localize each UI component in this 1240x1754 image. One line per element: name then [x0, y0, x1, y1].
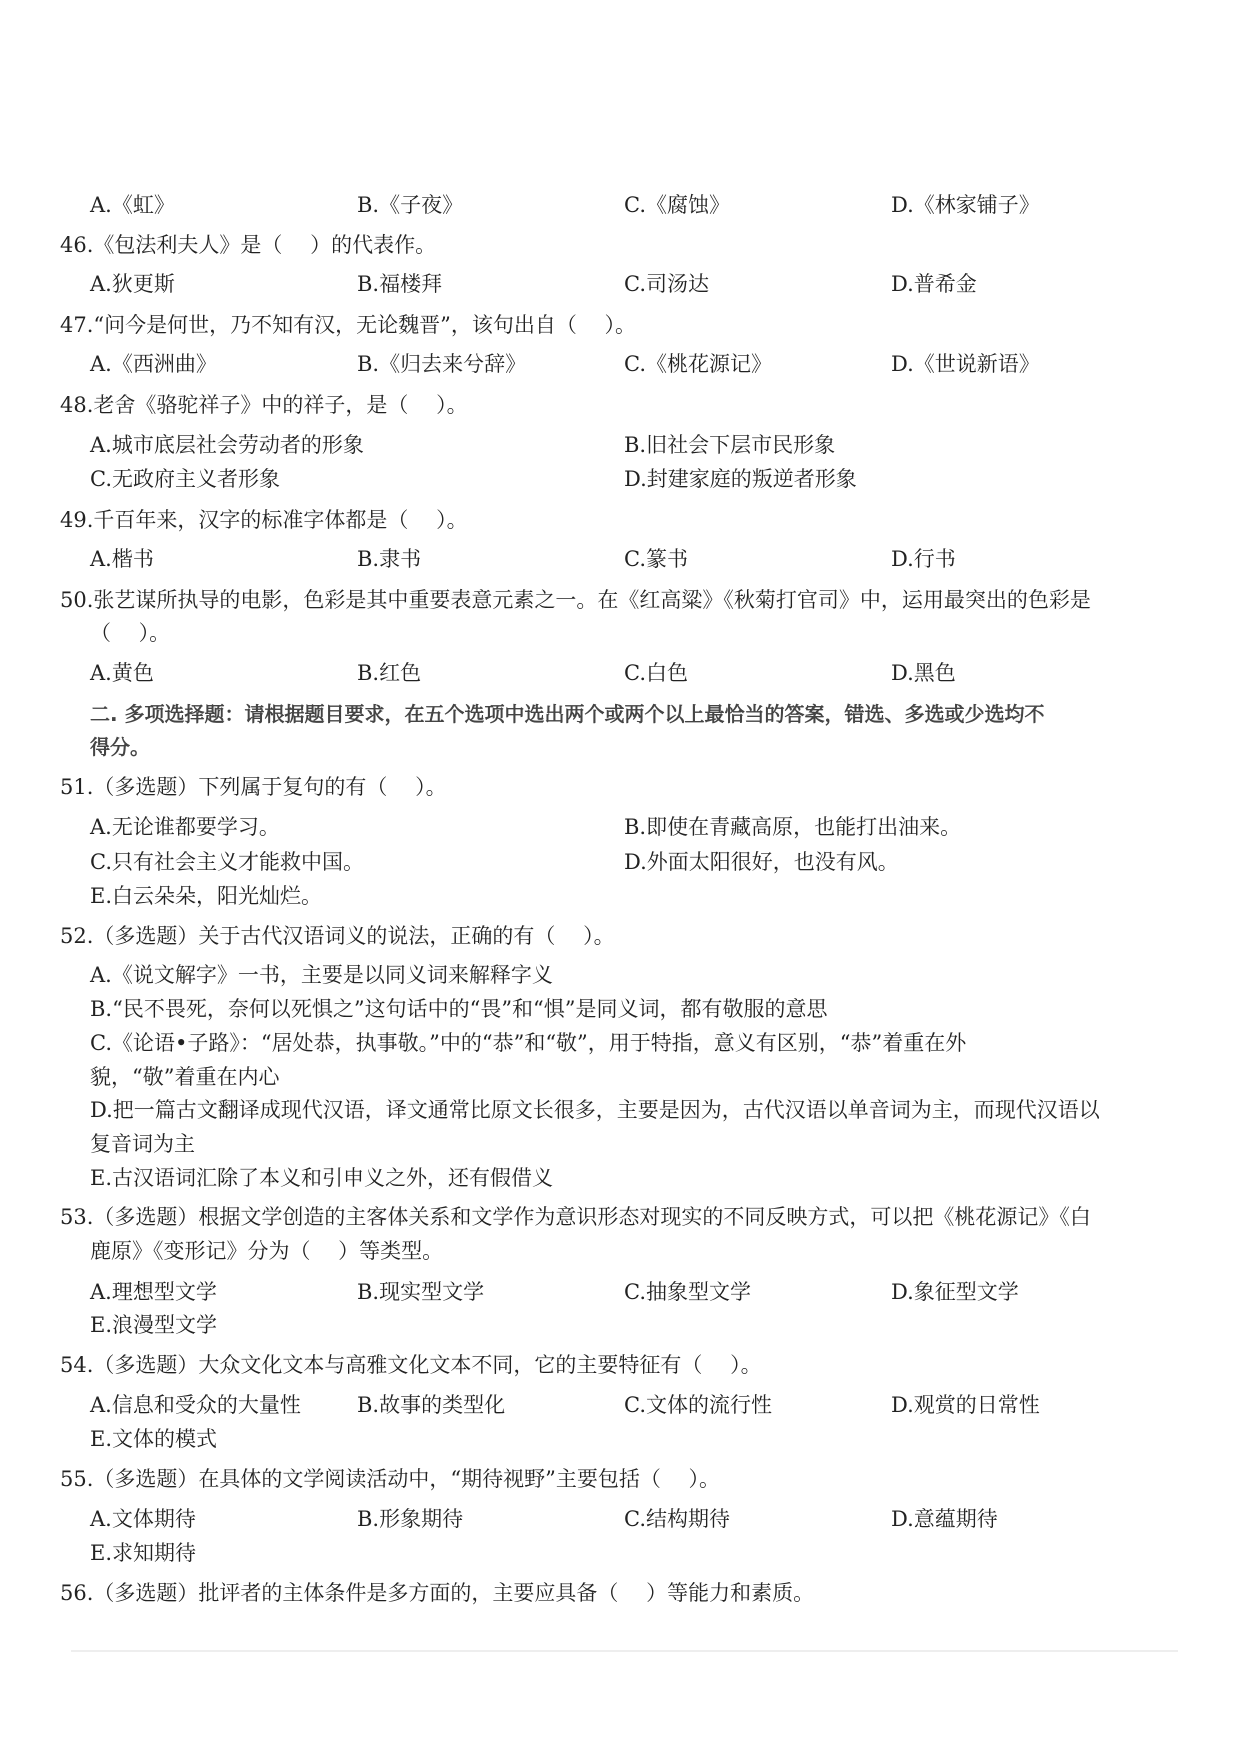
option-e: E.浪漫型文学	[90, 1313, 218, 1337]
option-b: B.故事的类型化	[357, 1393, 506, 1417]
option-e: E.白云朵朵，阳光灿烂。	[90, 884, 323, 908]
option-c: C.司汤达	[624, 272, 709, 296]
option-c: C.篆书	[624, 547, 688, 571]
option-d: D.普希金	[891, 272, 977, 296]
option-d: D.意蕴期待	[891, 1507, 998, 1531]
option-c: C.抽象型文学	[624, 1280, 751, 1304]
option-d-cont: 复音词为主	[90, 1132, 195, 1156]
option-c: C.无政府主义者形象	[90, 467, 280, 491]
option-c: C.《桃花源记》	[624, 352, 772, 376]
option-b: B.旧社会下层市民形象	[624, 433, 836, 457]
option-d: D.《世说新语》	[891, 352, 1040, 376]
option-a: A.《说文解字》一书，主要是以同义词来解释字义	[90, 963, 553, 987]
option-b: B.形象期待	[357, 1507, 464, 1531]
option-d: D.象征型文学	[891, 1280, 1019, 1304]
question-stem: 53.（多选题）根据文学创造的主客体关系和文学作为意识形态对现实的不同反映方式，可以把《桃花源记》《白	[60, 1205, 1091, 1229]
question-stem: 51.（多选题）下列属于复句的有（ ）。	[60, 775, 447, 799]
option-e: E.文体的模式	[90, 1427, 218, 1451]
option-c: C.只有社会主义才能救中国。	[90, 850, 364, 874]
question-stem: 47.“问今是何世，乃不知有汉，无论魏晋”，该句出自（ ）。	[60, 313, 637, 337]
option-a: A.城市底层社会劳动者的形象	[90, 433, 364, 457]
option-c: C.《论语•子路》：“居处恭，执事敬。”中的“恭”和“敬”，用于特指，意义有区别，“恭”着重在外	[90, 1031, 967, 1055]
option-d: D.外面太阳很好，也没有风。	[624, 850, 899, 874]
option-d: D.观赏的日常性	[891, 1393, 1040, 1417]
question-stem: 52.（多选题）关于古代汉语词义的说法，正确的有（ ）。	[60, 924, 615, 948]
option-b: B.《子夜》	[357, 193, 464, 217]
option-c-cont: 貌，“敬”着重在内心	[90, 1065, 280, 1089]
question-stem: 49.千百年来，汉字的标准字体都是（ ）。	[60, 508, 468, 532]
option-a: A.文体期待	[90, 1507, 196, 1531]
option-a: A.楷书	[90, 547, 154, 571]
option-b: B.《归去来兮辞》	[357, 352, 527, 376]
option-b: B.隶书	[357, 547, 422, 571]
option-c: C.文体的流行性	[624, 1393, 772, 1417]
option-a: A.理想型文学	[90, 1280, 217, 1304]
option-c: C.白色	[624, 661, 688, 685]
option-d: D.封建家庭的叛逆者形象	[624, 467, 857, 491]
option-a: A.信息和受众的大量性	[90, 1393, 301, 1417]
question-stem-cont: 鹿原》《变形记》分为（ ）等类型。	[90, 1239, 444, 1263]
question-stem: 50.张艺谋所执导的电影，色彩是其中重要表意元素之一。在《红高粱》《秋菊打官司》中，运用最突出的色彩是	[60, 588, 1091, 612]
section-heading-line: 二. 多项选择题：请根据题目要求，在五个选项中选出两个或两个以上最恰当的答案，错选、多选或少选均不	[90, 702, 1045, 726]
option-a: A.《西洲曲》	[90, 352, 217, 376]
option-d: D.《林家铺子》	[891, 193, 1040, 217]
option-b: B.红色	[357, 661, 422, 685]
question-stem: 56.（多选题）批评者的主体条件是多方面的，主要应具备（ ）等能力和素质。	[60, 1581, 815, 1605]
option-d: D.把一篇古文翻译成现代汉语，译文通常比原文长很多，主要是因为，古代汉语以单音词为主，而现代汉语以	[90, 1098, 1100, 1122]
section-heading-line: 得分。	[90, 735, 150, 759]
option-e: E.古汉语词汇除了本义和引申义之外，还有假借义	[90, 1166, 554, 1190]
option-b: B.即使在青藏高原，也能打出油来。	[624, 815, 962, 839]
option-e: E.求知期待	[90, 1541, 197, 1565]
option-d: D.黑色	[891, 661, 956, 685]
page-divider	[71, 1650, 1178, 1652]
question-stem: 48.老舍《骆驼祥子》中的祥子，是（ ）。	[60, 393, 468, 417]
question-stem: 55.（多选题）在具体的文学阅读活动中，“期待视野”主要包括（ ）。	[60, 1467, 721, 1491]
option-b: B.福楼拜	[357, 272, 443, 296]
option-b: B.现实型文学	[357, 1280, 485, 1304]
option-a: A.狄更斯	[90, 272, 175, 296]
question-stem: 54.（多选题）大众文化文本与高雅文化文本不同，它的主要特征有（ ）。	[60, 1353, 762, 1377]
option-c: C.《腐蚀》	[624, 193, 730, 217]
question-stem: 46.《包法利夫人》是（ ）的代表作。	[60, 233, 437, 257]
option-b: B.“民不畏死，奈何以死惧之”这句话中的“畏”和“惧”是同义词，都有敬服的意思	[90, 997, 828, 1021]
option-a: A.黄色	[90, 661, 154, 685]
option-d: D.行书	[891, 547, 956, 571]
question-stem-cont: （ ）。	[90, 621, 171, 645]
option-c: C.结构期待	[624, 1507, 730, 1531]
option-a: A.无论谁都要学习。	[90, 815, 280, 839]
option-a: A.《虹》	[90, 193, 175, 217]
